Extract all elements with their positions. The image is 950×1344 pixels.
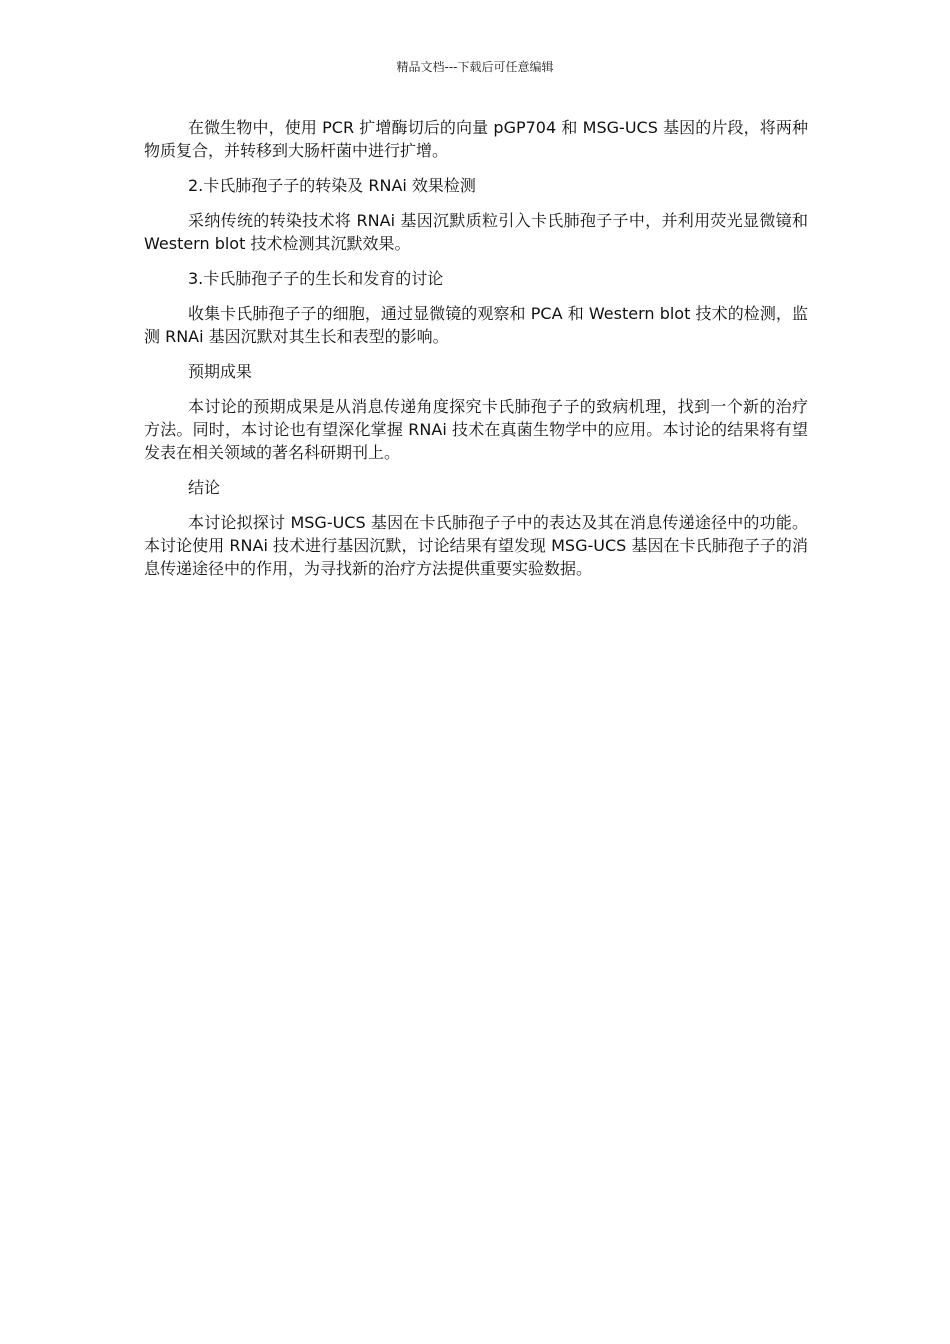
document-body bbox=[144, 116, 808, 592]
paragraph-conclusion: 本讨论拟探讨 MSG-UCS 基因在卡氏肺孢子子中的表达及其在消息传递途径中的功能。本讨论使用 RNAi 技术进行基因沉默，讨论结果有望发现 MSG-UCS 基因在卡氏肺孢子子的消息传递途径中的作用，为寻找新的治疗方法提供重要实验数据。 bbox=[144, 513, 808, 578]
section-heading-growth: 3.卡氏肺孢子子的生长和发育的讨论 bbox=[188, 269, 444, 288]
paragraph-transfection: 采纳传统的转染技术将 RNAi 基因沉默质粒引入卡氏肺孢子子中，并利用荧光显微镜和 Western blot 技术检测其沉默效果。 bbox=[144, 211, 808, 253]
paragraph-expected-results: 本讨论的预期成果是从消息传递角度探究卡氏肺孢子子的致病机理，找到一个新的治疗方法。同时，本讨论也有望深化掌握 RNAi 技术在真菌生物学中的应用。本讨论的结果将有望发表在相关领域的著名科研期刊上。 bbox=[144, 397, 808, 462]
section-heading-expected-results: 预期成果 bbox=[188, 362, 253, 381]
section-heading-conclusion: 结论 bbox=[188, 478, 221, 497]
paragraph-growth: 收集卡氏肺孢子子的细胞，通过显微镜的观察和 PCA 和 Western blot 技术的检测，监测 RNAi 基因沉默对其生长和表型的影响。 bbox=[144, 304, 808, 346]
paragraph-cloning: 在微生物中，使用 PCR 扩增酶切后的向量 pGP704 和 MSG-UCS 基因的片段，将两种物质复合，并转移到大肠杆菌中进行扩增。 bbox=[144, 118, 808, 160]
section-heading-transfection: 2.卡氏肺孢子子的转染及 RNAi 效果检测 bbox=[188, 176, 476, 195]
page-header: 精品文档---下载后可任意编辑 bbox=[396, 60, 554, 74]
